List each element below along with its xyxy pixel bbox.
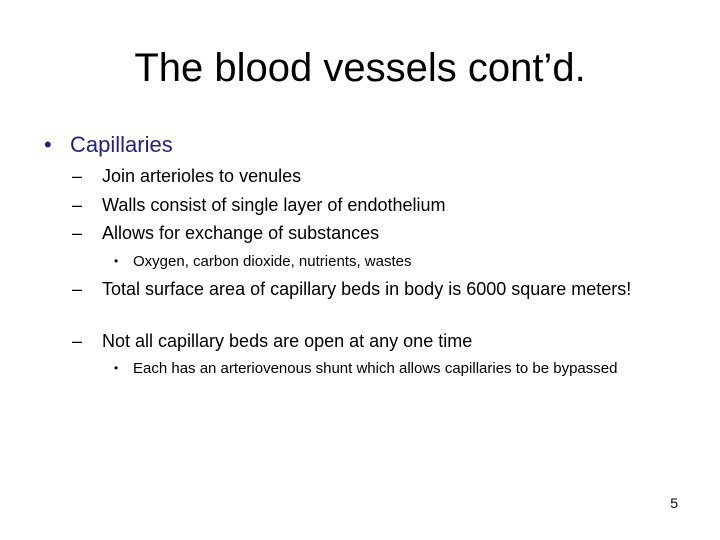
sub-bullet-text: Join arterioles to venules [102,166,302,186]
sub-sub-bullet-substances [114,251,654,272]
sub-bullet-text: Allows for exchange of substances [102,223,380,243]
sub-sub-bullet-shunt [114,358,654,379]
dash-marker: – [72,279,83,299]
sub-bullet-walls [72,194,652,216]
bullet-marker: • [114,361,119,375]
sub-bullet-not-all-open [72,330,652,352]
slide-title: The blood vessels cont’d. [134,46,586,90]
bullet-marker: • [114,254,119,268]
sub-bullet-text: Walls consist of single layer of endothelium [102,195,446,215]
sub-bullet-text: Not all capillary beds are open at any one time [102,331,473,351]
slide-number: 5 [670,495,678,511]
sub-sub-bullet-text: Oxygen, carbon dioxide, nutrients, wastes [133,253,412,270]
sub-bullet-text: Total surface area of capillary beds in body is 6000 square meters! [102,279,632,299]
sub-bullet-surface-area [72,278,652,300]
bullet-marker: • [44,132,52,157]
sub-bullet-join [72,165,652,187]
sub-sub-bullet-text: Each has an arteriovenous shunt which allows capillaries to be bypassed [133,360,618,377]
dash-marker: – [72,223,83,243]
dash-marker: – [72,331,83,351]
bullet-text: Capillaries [70,132,173,157]
sub-bullet-exchange [72,222,652,244]
dash-marker: – [72,166,83,186]
dash-marker: – [72,195,83,215]
